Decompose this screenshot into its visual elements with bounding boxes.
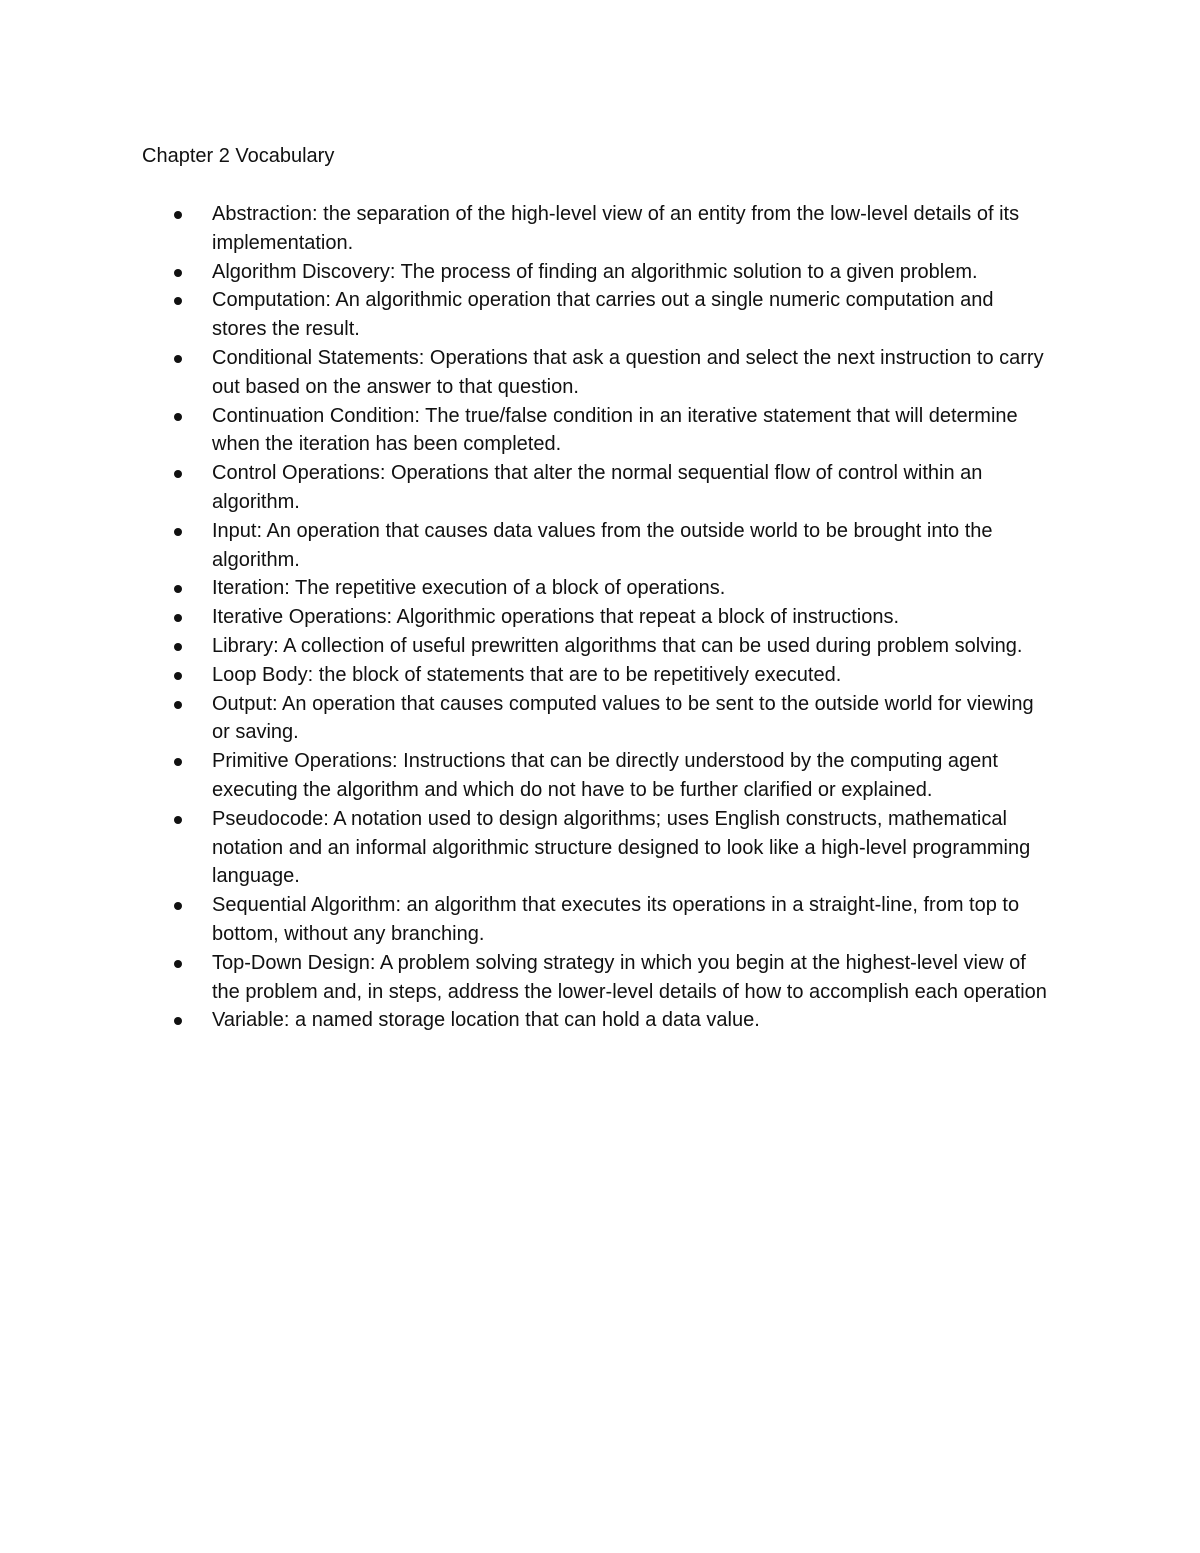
bullet-icon: [174, 614, 182, 622]
list-item-text: Abstraction: the separation of the high-level view of an entity from the low-level details of its implementation.: [212, 203, 1020, 254]
list-item-text: Continuation Condition: The true/false condition in an iterative statement that will determine when the iteration has been completed.: [212, 404, 1018, 456]
list-item: [0, 200, 1200, 258]
list-item: [0, 747, 1200, 805]
bullet-icon: [174, 758, 182, 766]
list-item-text: Iteration: The repetitive execution of a block of operations.: [212, 577, 726, 600]
list-item-text: Computation: An algorithmic operation that carries out a single numeric computation and stores the result.: [212, 289, 994, 341]
bullet-icon: [174, 297, 182, 305]
list-item: [0, 459, 1200, 517]
bullet-icon: [174, 355, 182, 363]
list-item: [0, 805, 1200, 891]
list-item: [0, 517, 1200, 575]
list-item-text: Loop Body: the block of statements that are to be repetitively executed.: [212, 663, 842, 686]
bullet-icon: [174, 701, 182, 709]
list-item-text: Iterative Operations: Algorithmic operations that repeat a block of instructions.: [212, 606, 900, 629]
list-item: [0, 1006, 1200, 1035]
list-item: [0, 402, 1200, 460]
page-title: Chapter 2 Vocabulary: [142, 145, 335, 167]
bullet-icon: [174, 470, 182, 478]
bullet-icon: [174, 672, 182, 680]
bullet-icon: [174, 643, 182, 651]
list-item: [0, 286, 1200, 344]
bullet-icon: [174, 528, 182, 536]
bullet-icon: [174, 269, 182, 277]
list-item-text: Primitive Operations: Instructions that can be directly understood by the computing agent executing the algorithm and which do not have to be further clarified or explained.: [212, 750, 998, 801]
list-item-text: Variable: a named storage location that can hold a data value.: [212, 1009, 760, 1032]
bullet-icon: [174, 211, 182, 219]
list-item-text: Library: A collection of useful prewritten algorithms that can be used during problem solving.: [212, 634, 1023, 657]
bullet-icon: [174, 960, 182, 968]
list-item: [0, 603, 1200, 632]
list-item-text: Input: An operation that causes data values from the outside world to be brought into the algorithm.: [212, 519, 993, 571]
vocabulary-list: [0, 200, 1200, 1035]
list-item: [0, 891, 1200, 949]
list-item: [0, 949, 1200, 1007]
list-item-text: Control Operations: Operations that alter the normal sequential flow of control within an algorithm.: [212, 462, 983, 513]
bullet-icon: [174, 816, 182, 824]
list-item: [0, 258, 1200, 287]
list-item-text: Output: An operation that causes computed values to be sent to the outside world for viewing or saving.: [212, 692, 1034, 744]
list-item: [0, 690, 1200, 748]
list-item: [0, 574, 1200, 603]
list-item-text: Sequential Algorithm: an algorithm that executes its operations in a straight-line, from top to bottom, without any branching.: [212, 894, 1020, 945]
list-item: [0, 632, 1200, 661]
bullet-icon: [174, 413, 182, 421]
list-item-text: Algorithm Discovery: The process of finding an algorithmic solution to a given problem.: [212, 260, 978, 283]
list-item-text: Conditional Statements: Operations that ask a question and select the next instruction to carry out based on the answer to that question.: [212, 346, 1044, 398]
list-item-text: Top-Down Design: A problem solving strategy in which you begin at the highest-level view of the problem and, in steps, address the lower-level details of how to accomplish each operation: [212, 951, 1047, 1003]
list-item: [0, 344, 1200, 402]
bullet-icon: [174, 902, 182, 910]
bullet-icon: [174, 1017, 182, 1025]
list-item-text: Pseudocode: A notation used to design algorithms; uses English constructs, mathematical notation and an informal algorithmic structure designed to look like a high-level programming language.: [212, 807, 1031, 888]
list-item: [0, 661, 1200, 690]
bullet-icon: [174, 585, 182, 593]
